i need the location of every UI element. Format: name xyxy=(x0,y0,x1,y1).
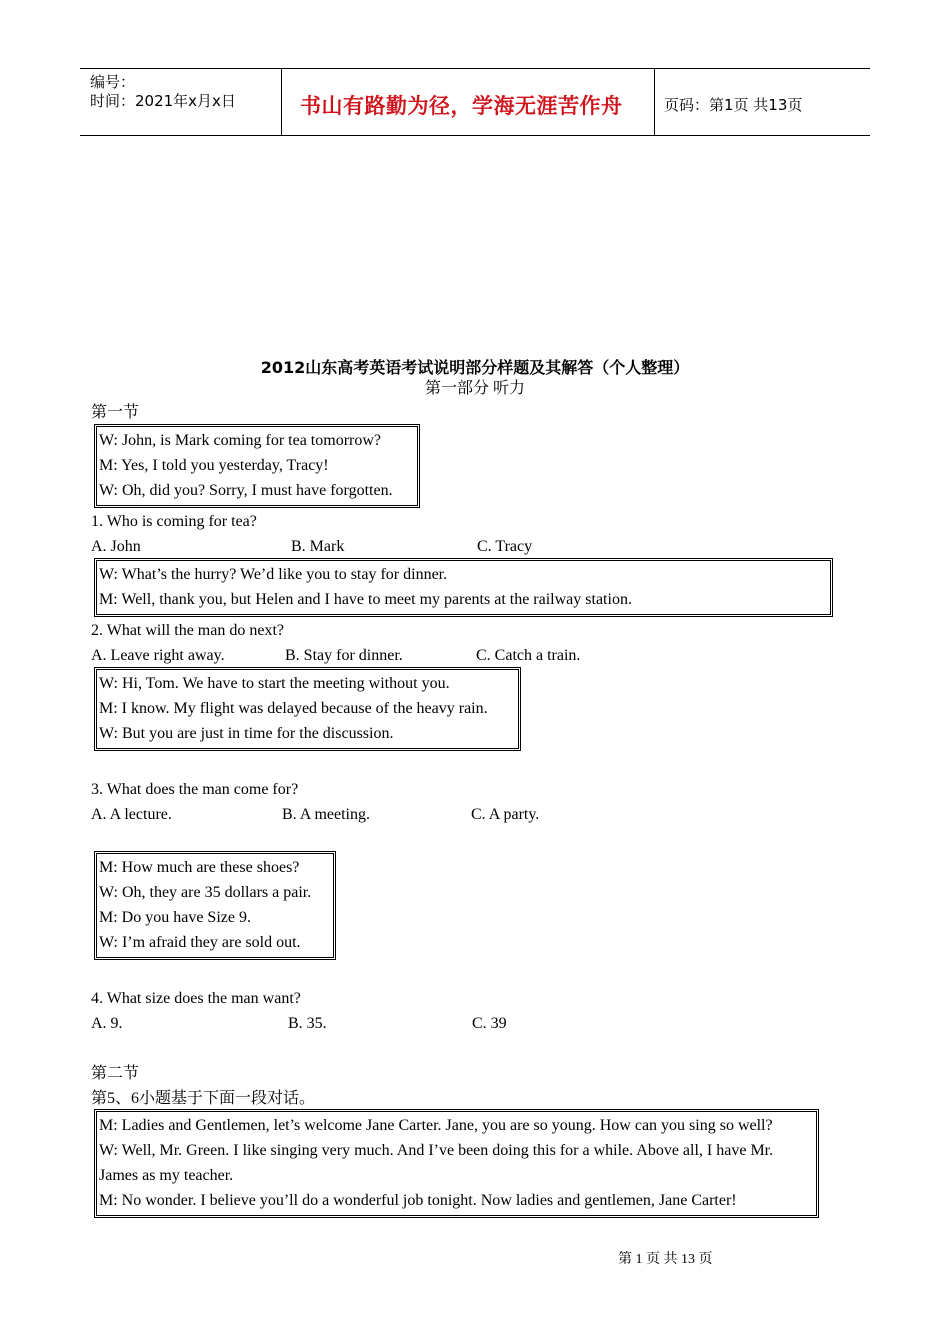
dialog-box-3 xyxy=(94,667,521,751)
dialog-line: W: Oh, they are 35 dollars a pair. xyxy=(99,884,312,901)
header-motto: 书山有路勤为径，学海无涯苦作舟 xyxy=(300,94,623,118)
dialog-line: M: How much are these shoes? xyxy=(99,859,300,876)
q2-option-c: C. Catch a train. xyxy=(476,647,581,664)
q1-option-a: A. John xyxy=(91,538,141,555)
section-2-intro: 第5、6小题基于下面一段对话。 xyxy=(91,1090,316,1107)
q4-option-c: C. 39 xyxy=(472,1015,507,1032)
q1-option-c: C. Tracy xyxy=(477,538,533,555)
page-footer: 第 1 页 共 13 页 xyxy=(618,1252,713,1267)
section-heading-1: 第一节 xyxy=(91,404,140,421)
document-title: 2012山东高考英语考试说明部分样题及其解答（个人整理） xyxy=(260,358,690,377)
dialog-line: M: Well, thank you, but Helen and I have to meet my parents at the railway station. xyxy=(99,591,632,608)
dialog-line: W: What’s the hurry? We’d like you to stay for dinner. xyxy=(99,566,448,583)
q3-option-b: B. A meeting. xyxy=(282,806,370,823)
header-bottom-rule xyxy=(80,135,870,136)
header-top-rule xyxy=(80,68,870,69)
dialog-line: M: No wonder. I believe you’ll do a wonderful job tonight. Now ladies and gentlemen, Jane Carter! xyxy=(99,1192,737,1209)
q3-option-a: A. A lecture. xyxy=(91,806,172,823)
q4-option-a: A. 9. xyxy=(91,1015,123,1032)
question-3: 3. What does the man come for? xyxy=(91,781,299,798)
question-2: 2. What will the man do next? xyxy=(91,622,284,639)
header-divider-1 xyxy=(281,68,282,136)
section-heading-2: 第二节 xyxy=(91,1065,140,1082)
dialog-box-4 xyxy=(94,851,336,960)
dialog-box-5 xyxy=(94,1109,819,1218)
dialog-line: M: Ladies and Gentlemen, let’s welcome Jane Carter. Jane, you are so young. How can you sing so well? xyxy=(99,1117,773,1134)
dialog-line: W: Well, Mr. Green. I like singing very much. And I’ve been doing this for a while. Above all, I have Mr. James as my teacher. xyxy=(99,1142,774,1184)
dialog-line: W: Hi, Tom. We have to start the meeting without you. xyxy=(99,675,450,692)
page-indicator: 页码：第1页 共13页 xyxy=(664,96,803,114)
q1-option-b: B. Mark xyxy=(291,538,345,555)
q2-option-b: B. Stay for dinner. xyxy=(285,647,403,664)
serial-label: 编号： xyxy=(90,73,136,91)
dialog-line: M: Yes, I told you yesterday, Tracy! xyxy=(99,457,329,474)
dialog-line: M: Do you have Size 9. xyxy=(99,909,251,926)
q2-option-a: A. Leave right away. xyxy=(91,647,225,664)
dialog-line: W: I’m afraid they are sold out. xyxy=(99,934,301,951)
date-label: 时间：2021年x月x日 xyxy=(90,92,236,110)
dialog-line: W: John, is Mark coming for tea tomorrow? xyxy=(99,432,382,449)
question-1: 1. Who is coming for tea? xyxy=(91,513,257,530)
dialog-box-2 xyxy=(94,558,833,617)
dialog-line: M: I know. My flight was delayed because of the heavy rain. xyxy=(99,700,488,717)
q4-option-b: B. 35. xyxy=(288,1015,327,1032)
dialog-box-1 xyxy=(94,424,420,508)
part-heading: 第一部分 听力 xyxy=(424,380,525,397)
question-4: 4. What size does the man want? xyxy=(91,990,301,1007)
q3-option-c: C. A party. xyxy=(471,806,540,823)
dialog-line: W: Oh, did you? Sorry, I must have forgotten. xyxy=(99,482,393,499)
header-divider-2 xyxy=(654,68,655,136)
dialog-line: W: But you are just in time for the discussion. xyxy=(99,725,394,742)
